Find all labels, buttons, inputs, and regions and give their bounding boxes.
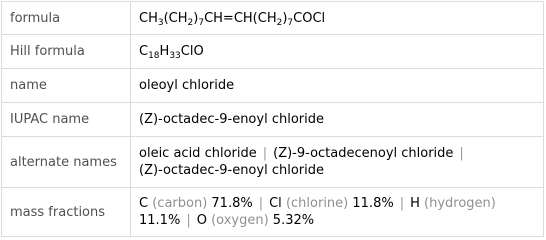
fraction-element: (carbon) (152, 196, 208, 211)
fraction-symbol: Cl (269, 196, 282, 211)
fraction-element: (chlorine) (285, 196, 349, 211)
formula-value: $CH_3(CH_2)_7CH=CH(CH_2)_7COCl$ (131, 2, 544, 35)
table-row-hill-formula (2, 35, 544, 69)
fraction-symbol: C (139, 196, 149, 211)
mass-fractions-value (131, 188, 544, 237)
table-row-iupac-name (2, 103, 544, 137)
table-row-formula (2, 2, 544, 35)
table-row-name (2, 69, 544, 103)
fraction-element: (hydrogen) (424, 196, 496, 211)
row-label: formula (2, 2, 131, 35)
fraction-percent: 11.1% (139, 213, 181, 228)
alternate-name: (Z)-9-octadecenoyl chloride (273, 146, 454, 161)
alternate-name: oleic acid chloride (139, 146, 257, 161)
row-label: alternate names (2, 137, 131, 188)
separator: | (459, 146, 464, 161)
fraction-element: (oxygen) (211, 213, 269, 228)
fraction-percent: 71.8% (211, 196, 253, 211)
row-label: name (2, 69, 131, 103)
separator: | (399, 196, 405, 211)
table-row-mass-fractions (2, 188, 544, 237)
row-label: IUPAC name (2, 103, 131, 137)
properties-table (1, 1, 544, 237)
hill-formula-value: $C_{18}H_{33}ClO$ (131, 35, 544, 69)
row-label: mass fractions (2, 188, 131, 237)
alternate-name: (Z)-octadec-9-enoyl chloride (139, 163, 324, 178)
separator: | (186, 213, 191, 228)
row-label: Hill formula (2, 35, 131, 69)
table-row-alternate-names (2, 137, 544, 188)
fraction-percent: 5.32% (272, 213, 315, 228)
fraction-percent: 11.8% (352, 196, 394, 211)
alternate-names-value (131, 137, 544, 188)
separator: | (262, 146, 268, 161)
separator: | (258, 196, 264, 211)
fraction-symbol: H (410, 196, 420, 211)
name-value: oleoyl chloride (131, 69, 544, 103)
fraction-symbol: O (196, 213, 207, 228)
iupac-name-value: (Z)-octadec-9-enoyl chloride (131, 103, 544, 137)
